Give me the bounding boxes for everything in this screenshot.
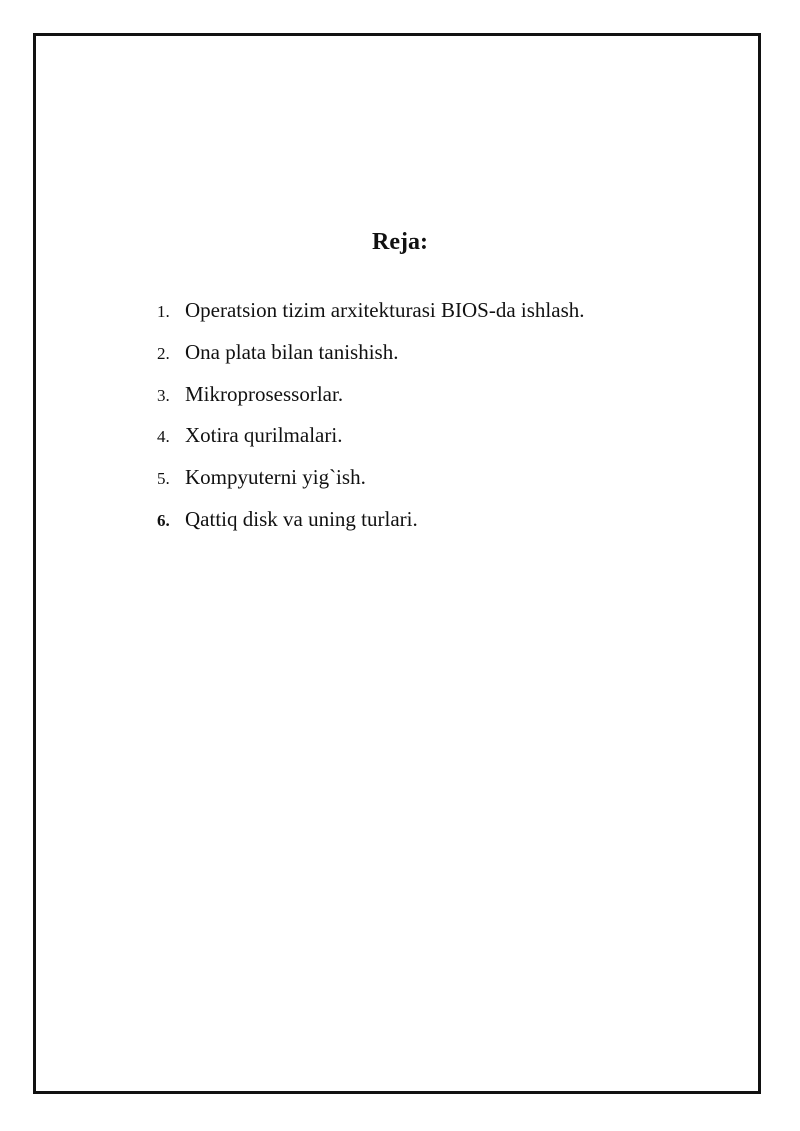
list-item xyxy=(152,461,585,503)
list-item-text: Operatsion tizim arxitekturasi BIOS-da ishlash. xyxy=(185,298,585,322)
list-item xyxy=(152,378,585,420)
page-border xyxy=(33,33,761,1094)
page-title: Reja: xyxy=(372,229,428,255)
list-item-number: 3. xyxy=(157,385,170,405)
list-item-number: 2. xyxy=(157,343,170,363)
list-item-text: Kompyuterni yig`ish. xyxy=(185,465,366,490)
list-item-text: Ona plata bilan tanishish. xyxy=(185,339,399,364)
list-item-number: 6. xyxy=(157,510,170,530)
list-item xyxy=(152,336,585,378)
list-item-number: 4. xyxy=(157,427,170,447)
list-item-number: 1. xyxy=(157,302,170,321)
list-item-text: Mikroprosessorlar. xyxy=(185,381,344,406)
list-item-text: Xotira qurilmalari. xyxy=(185,423,343,448)
list-item xyxy=(152,419,585,461)
list-item-number: 5. xyxy=(157,469,170,489)
list-item xyxy=(152,294,585,336)
list-item xyxy=(152,503,585,545)
plan-list xyxy=(152,294,585,545)
list-item-text: Qattiq disk va uning turlari. xyxy=(185,506,418,531)
